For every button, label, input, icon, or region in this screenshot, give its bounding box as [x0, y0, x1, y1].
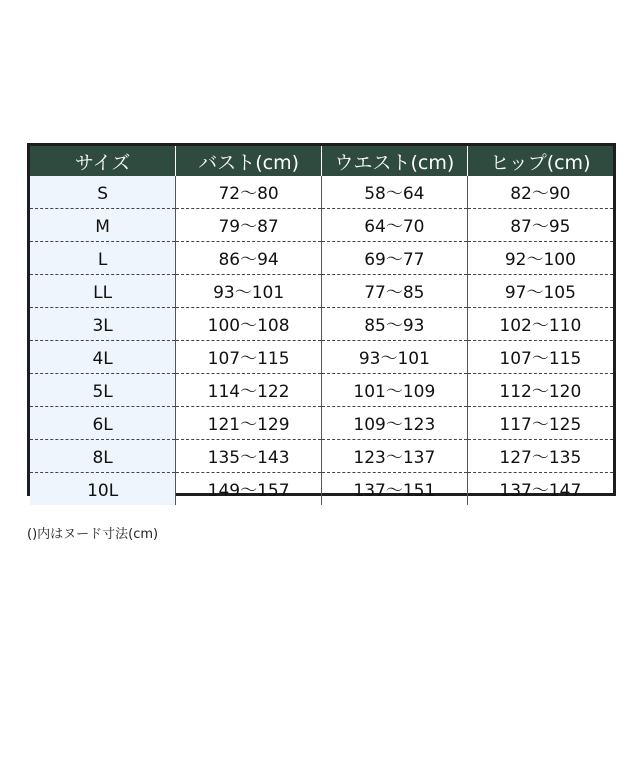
header-size: サイズ — [30, 146, 176, 176]
waist-cell: 109〜123 — [322, 407, 468, 440]
waist-cell: 85〜93 — [322, 308, 468, 341]
hip-cell: 107〜115 — [467, 341, 613, 374]
waist-cell: 69〜77 — [322, 242, 468, 275]
bust-cell: 107〜115 — [176, 341, 322, 374]
bust-cell: 100〜108 — [176, 308, 322, 341]
bust-cell: 149〜157 — [176, 473, 322, 506]
waist-cell: 123〜137 — [322, 440, 468, 473]
size-cell: L — [30, 242, 176, 275]
table-row — [30, 308, 613, 341]
waist-cell: 77〜85 — [322, 275, 468, 308]
header-hip: ヒップ(cm) — [467, 146, 613, 176]
bust-cell: 114〜122 — [176, 374, 322, 407]
size-cell: 4L — [30, 341, 176, 374]
hip-cell: 97〜105 — [467, 275, 613, 308]
size-cell: 8L — [30, 440, 176, 473]
waist-cell: 58〜64 — [322, 176, 468, 209]
hip-cell: 137〜147 — [467, 473, 613, 506]
hip-cell: 112〜120 — [467, 374, 613, 407]
waist-cell: 64〜70 — [322, 209, 468, 242]
size-cell: 3L — [30, 308, 176, 341]
waist-cell: 137〜151 — [322, 473, 468, 506]
table-row — [30, 341, 613, 374]
hip-cell: 82〜90 — [467, 176, 613, 209]
table-row — [30, 209, 613, 242]
size-cell: S — [30, 176, 176, 209]
table-row — [30, 440, 613, 473]
waist-cell: 93〜101 — [322, 341, 468, 374]
table-row — [30, 407, 613, 440]
bust-cell: 135〜143 — [176, 440, 322, 473]
bust-cell: 86〜94 — [176, 242, 322, 275]
hip-cell: 87〜95 — [467, 209, 613, 242]
hip-cell: 117〜125 — [467, 407, 613, 440]
table-row — [30, 176, 613, 209]
hip-cell: 127〜135 — [467, 440, 613, 473]
header-bust: バスト(cm) — [176, 146, 322, 176]
table-row — [30, 275, 613, 308]
size-chart-table — [27, 143, 616, 501]
size-cell: 5L — [30, 374, 176, 407]
header-waist: ウエスト(cm) — [322, 146, 468, 176]
hip-cell: 102〜110 — [467, 308, 613, 341]
nude-measurement-note: ()内はヌード寸法(cm) — [27, 527, 159, 542]
bust-cell: 72〜80 — [176, 176, 322, 209]
table-row — [30, 242, 613, 275]
header-row — [30, 146, 613, 176]
size-cell: LL — [30, 275, 176, 308]
bust-cell: 79〜87 — [176, 209, 322, 242]
size-cell: 10L — [30, 473, 176, 506]
size-cell: 6L — [30, 407, 176, 440]
size-cell: M — [30, 209, 176, 242]
table-row — [30, 374, 613, 407]
waist-cell: 101〜109 — [322, 374, 468, 407]
hip-cell: 92〜100 — [467, 242, 613, 275]
table-row — [30, 473, 613, 506]
bust-cell: 121〜129 — [176, 407, 322, 440]
bust-cell: 93〜101 — [176, 275, 322, 308]
